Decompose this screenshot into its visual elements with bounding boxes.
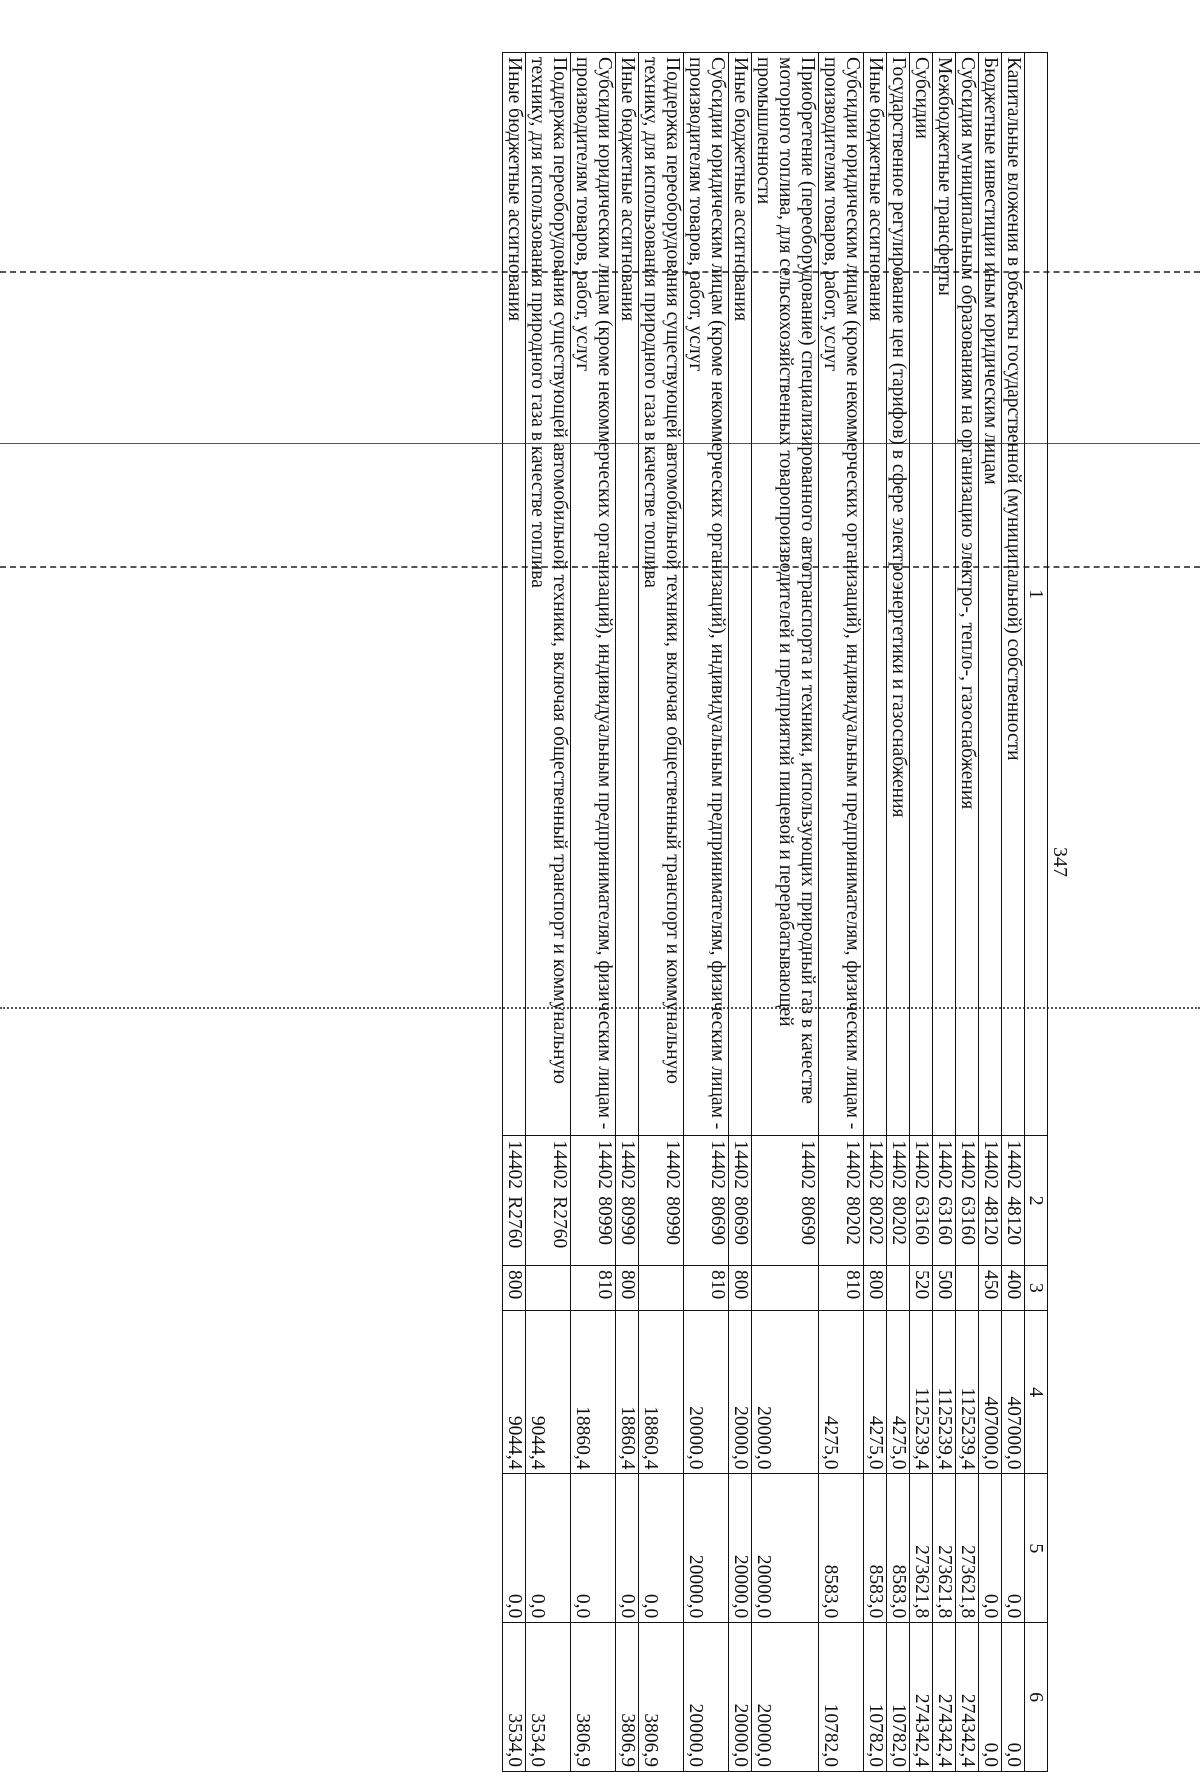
item-name: Капитальные вложения в объекты государственной (муниципальной) собственности: [1002, 53, 1025, 1136]
code-part: 14402: [980, 1140, 1001, 1189]
item-name: Приобретение (переоборудование) специализированного автотранспорта и техники, использующих природный газ в качестве моторного топлива, для сельскохозяйственных товаропроизводителей и предприятий пищевой и перерабатывающей промышленности: [752, 53, 819, 1136]
expense-type-code: [526, 1266, 571, 1311]
code-part: 14402: [549, 1140, 570, 1189]
amount-col-4: 18860,4: [571, 1310, 616, 1474]
item-name: Государственное регулирование цен (тарифов) в сфере электроэнергетики и газоснабжения: [887, 53, 910, 1136]
code-part: 80690: [797, 1196, 818, 1245]
amount-col-4: 407000,0: [979, 1310, 1002, 1474]
expense-type-code: 810: [819, 1266, 864, 1311]
expense-type-code: [887, 1266, 910, 1311]
amount-col-4: 4275,0: [887, 1310, 910, 1474]
expense-type-code: 400: [1002, 1266, 1025, 1311]
amount-col-4: 20000,0: [684, 1310, 729, 1474]
code-part: 63160: [911, 1196, 932, 1245]
table-row: [910, 53, 933, 1772]
expense-type-code: [752, 1266, 819, 1311]
amount-col-6: 3806,9: [571, 1623, 616, 1772]
code-part: 14402: [957, 1140, 978, 1189]
code-part: 14402: [730, 1140, 751, 1189]
target-code: [910, 1136, 933, 1266]
item-name: Субсидии юридическим лицам (кроме некоммерческих организаций), индивидуальным предпринимателям, физическим лицам - производителям товаров, работ, услуг: [684, 53, 729, 1136]
column-header: 4: [1025, 1310, 1048, 1474]
amount-col-6: 274342,4: [956, 1623, 979, 1772]
expense-type-code: 450: [979, 1266, 1002, 1311]
expense-type-code: [956, 1266, 979, 1311]
code-part: 14402: [888, 1140, 909, 1189]
table-row: [616, 53, 639, 1772]
table-row: [887, 53, 910, 1772]
table-row: [752, 53, 819, 1772]
amount-col-4: 9044,4: [526, 1310, 571, 1474]
amount-col-6: 10782,0: [819, 1623, 864, 1772]
column-header: 6: [1025, 1623, 1048, 1772]
column-header: 2: [1025, 1136, 1048, 1266]
target-code: [1002, 1136, 1025, 1266]
table-row: [864, 53, 887, 1772]
expense-type-code: 810: [684, 1266, 729, 1311]
code-part: R2760: [549, 1196, 570, 1249]
amount-col-4: 18860,4: [616, 1310, 639, 1474]
amount-col-5: 8583,0: [864, 1474, 887, 1623]
table-row: [933, 53, 956, 1772]
table-row: [503, 53, 526, 1772]
table-row: [729, 53, 752, 1772]
target-code: [503, 1136, 526, 1266]
code-part: 14402: [617, 1140, 638, 1189]
item-name: Иные бюджетные ассигнования: [729, 53, 752, 1136]
amount-col-4: 1125239,4: [910, 1310, 933, 1474]
code-part: 63160: [957, 1196, 978, 1245]
amount-col-5: 0,0: [503, 1474, 526, 1623]
amount-col-6: 3534,0: [526, 1623, 571, 1772]
target-code: [887, 1136, 910, 1266]
target-code: [933, 1136, 956, 1266]
item-name: Поддержка переоборудования существующей автомобильной техники, включая общественный транспорт и коммунальную технику, для использования природного газа в качестве топлива: [526, 53, 571, 1136]
table-row: [819, 53, 864, 1772]
table-row: [956, 53, 979, 1772]
table-row: [639, 53, 684, 1772]
code-part: 80202: [888, 1196, 909, 1245]
code-part: 80202: [842, 1196, 863, 1245]
item-name: Иные бюджетные ассигнования: [616, 53, 639, 1136]
amount-col-4: 407000,0: [1002, 1310, 1025, 1474]
amount-col-5: 20000,0: [684, 1474, 729, 1623]
amount-col-4: 4275,0: [864, 1310, 887, 1474]
column-header: 5: [1025, 1474, 1048, 1623]
target-code: [752, 1136, 819, 1266]
code-part: 14402: [797, 1140, 818, 1189]
item-name: Субсидии: [910, 53, 933, 1136]
code-part: 14402: [842, 1140, 863, 1189]
code-part: 63160: [934, 1196, 955, 1245]
amount-col-4: 9044,4: [503, 1310, 526, 1474]
amount-col-6: 20000,0: [729, 1623, 752, 1772]
code-part: 80990: [662, 1196, 683, 1245]
amount-col-5: 8583,0: [887, 1474, 910, 1623]
item-name: Бюджетные инвестиции иным юридическим лицам: [979, 53, 1002, 1136]
target-code: [729, 1136, 752, 1266]
amount-col-4: 20000,0: [729, 1310, 752, 1474]
column-header: 3: [1025, 1266, 1048, 1311]
amount-col-5: 0,0: [616, 1474, 639, 1623]
table-header-row: [1025, 53, 1048, 1772]
target-code: [819, 1136, 864, 1266]
rotated-page-content: [140, 32, 1075, 1772]
target-code: [616, 1136, 639, 1266]
amount-col-4: 1125239,4: [933, 1310, 956, 1474]
target-code: [526, 1136, 571, 1266]
expense-type-code: 800: [729, 1266, 752, 1311]
amount-col-6: 274342,4: [933, 1623, 956, 1772]
expense-type-code: 800: [864, 1266, 887, 1311]
code-part: 80990: [594, 1196, 615, 1245]
item-name: Субсидия муниципальным образованиям на организацию электро-, тепло-, газоснабжения: [956, 53, 979, 1136]
amount-col-5: 8583,0: [819, 1474, 864, 1623]
amount-col-6: 0,0: [979, 1623, 1002, 1772]
amount-col-6: 3806,9: [616, 1623, 639, 1772]
target-code: [979, 1136, 1002, 1266]
amount-col-5: 273621,8: [933, 1474, 956, 1623]
amount-col-6: 10782,0: [887, 1623, 910, 1772]
expense-type-code: 520: [910, 1266, 933, 1311]
amount-col-5: 273621,8: [910, 1474, 933, 1623]
table-row: [979, 53, 1002, 1772]
amount-col-4: 1125239,4: [956, 1310, 979, 1474]
code-part: 14402: [865, 1140, 886, 1189]
amount-col-6: 3534,0: [503, 1623, 526, 1772]
table-row: [571, 53, 616, 1772]
code-part: 80202: [865, 1196, 886, 1245]
amount-col-4: 18860,4: [639, 1310, 684, 1474]
amount-col-6: 10782,0: [864, 1623, 887, 1772]
code-part: 14402: [662, 1140, 683, 1189]
table-row: [1002, 53, 1025, 1772]
code-part: 14402: [504, 1140, 525, 1189]
expense-type-code: 800: [616, 1266, 639, 1311]
target-code: [956, 1136, 979, 1266]
code-part: 80990: [617, 1196, 638, 1245]
item-name: Субсидии юридическим лицам (кроме некоммерческих организаций), индивидуальным предпринимателям, физическим лицам - производителям товаров, работ, услуг: [571, 53, 616, 1136]
amount-col-5: 0,0: [571, 1474, 616, 1623]
amount-col-5: 20000,0: [752, 1474, 819, 1623]
code-part: 14402: [1003, 1140, 1024, 1189]
item-name: Иные бюджетные ассигнования: [864, 53, 887, 1136]
column-header: 1: [1025, 53, 1048, 1136]
code-part: R2760: [504, 1196, 525, 1249]
code-part: 80690: [730, 1196, 751, 1245]
code-part: 14402: [707, 1140, 728, 1189]
expense-type-code: 810: [571, 1266, 616, 1311]
amount-col-4: 20000,0: [752, 1310, 819, 1474]
target-code: [864, 1136, 887, 1266]
item-name: Межбюджетные трансферты: [933, 53, 956, 1136]
item-name: Иные бюджетные ассигнования: [503, 53, 526, 1136]
amount-col-6: 20000,0: [684, 1623, 729, 1772]
amount-col-5: 0,0: [979, 1474, 1002, 1623]
amount-col-6: 20000,0: [752, 1623, 819, 1772]
code-part: 14402: [934, 1140, 955, 1189]
amount-col-6: 3806,9: [639, 1623, 684, 1772]
amount-col-5: 0,0: [526, 1474, 571, 1623]
amount-col-5: 273621,8: [956, 1474, 979, 1623]
code-part: 48120: [1003, 1196, 1024, 1245]
code-part: 48120: [980, 1196, 1001, 1245]
expense-type-code: 500: [933, 1266, 956, 1311]
amount-col-6: 274342,4: [910, 1623, 933, 1772]
target-code: [684, 1136, 729, 1266]
table-row: [526, 53, 571, 1772]
amount-col-5: 20000,0: [729, 1474, 752, 1623]
code-part: 14402: [594, 1140, 615, 1189]
table-row: [684, 53, 729, 1772]
amount-col-5: 0,0: [639, 1474, 684, 1623]
amount-col-6: 0,0: [1002, 1623, 1025, 1772]
target-code: [639, 1136, 684, 1266]
code-part: 14402: [911, 1140, 932, 1189]
item-name: Субсидии юридическим лицам (кроме некоммерческих организаций), индивидуальным предпринимателям, физическим лицам - производителям товаров, работ, услуг: [819, 53, 864, 1136]
target-code: [571, 1136, 616, 1266]
page-number: 347: [1049, 847, 1071, 877]
item-name: Поддержка переоборудования существующей автомобильной техники, включая общественный транспорт и коммунальную технику, для использования природного газа в качестве топлива: [639, 53, 684, 1136]
expense-type-code: 800: [503, 1266, 526, 1311]
budget-table: [502, 52, 1048, 1772]
amount-col-5: 0,0: [1002, 1474, 1025, 1623]
amount-col-4: 4275,0: [819, 1310, 864, 1474]
expense-type-code: [639, 1266, 684, 1311]
code-part: 80690: [707, 1196, 728, 1245]
